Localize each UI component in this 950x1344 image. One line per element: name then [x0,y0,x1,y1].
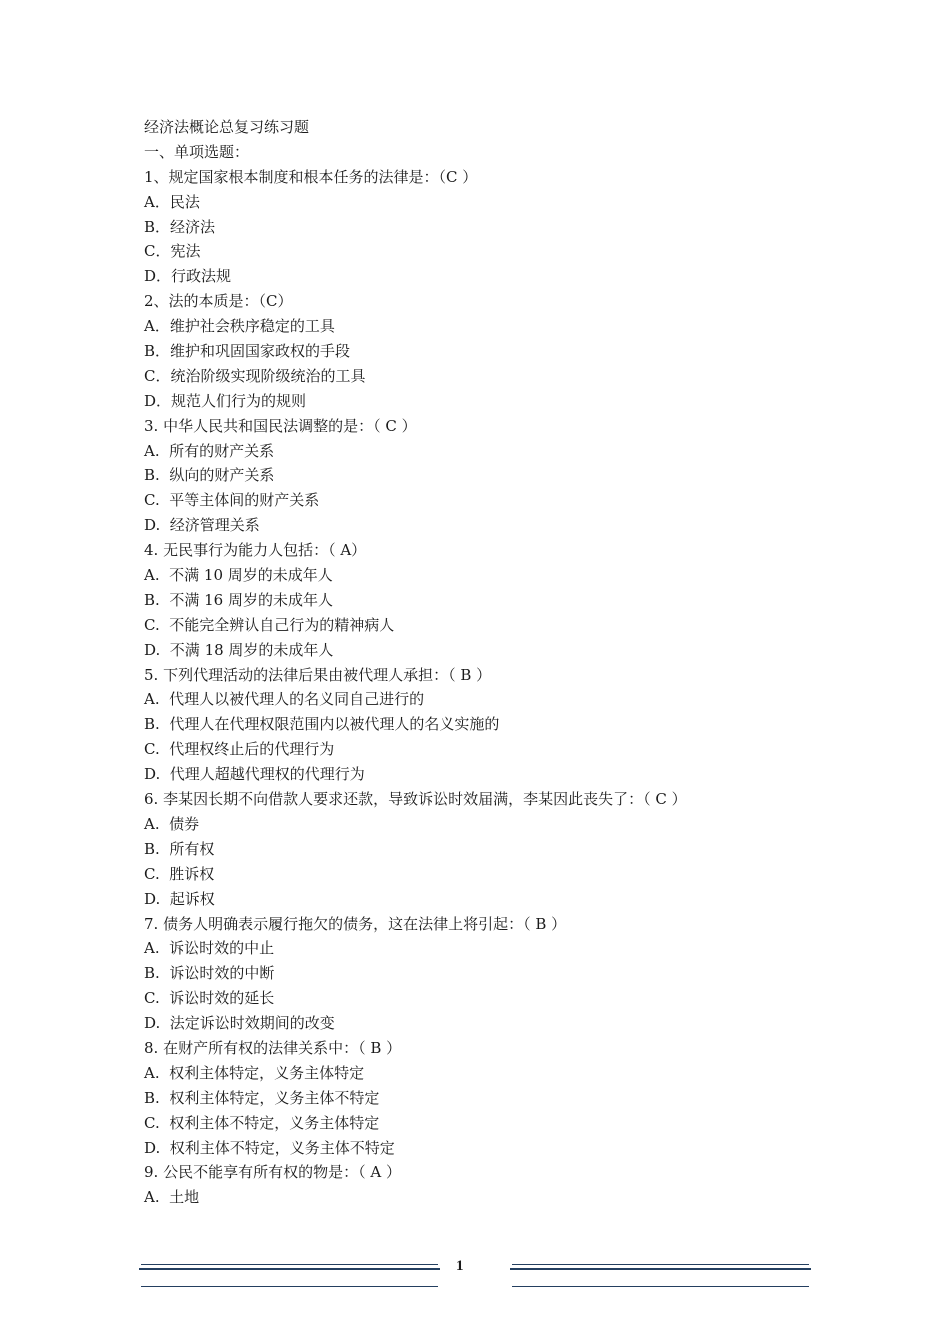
question-line: 5. 下列代理活动的法律后果由被代理人承担：（ B ） [144,665,492,684]
option-line: B. 诉讼时效的中断 [144,964,275,983]
question-line: 1、规定国家根本制度和根本任务的法律是：（C ） [144,167,478,186]
question-line: 4. 无民事行为能力人包括：（ A） [144,541,367,560]
option-line: D. 权利主体不特定，义务主体不特定 [144,1138,395,1157]
option-line: B. 所有权 [144,839,215,858]
question-list [144,165,834,1210]
option-line: B. 代理人在代理权限范围内以被代理人的名义实施的 [144,715,500,734]
option-line: C．宪法 [144,242,201,261]
option-line: B. 不满 16 周岁的未成年人 [144,590,333,609]
footer-rule-right-middle [510,1268,811,1270]
option-line: A. 权利主体特定，义务主体特定 [144,1063,365,1082]
page-number: 1 [456,1258,464,1274]
footer-rule-left-top [141,1264,438,1265]
document-body [144,115,834,1210]
option-line: A．维护社会秩序稳定的工具 [144,317,335,336]
option-line: D. 不满 18 周岁的未成年人 [144,640,334,659]
option-line: A. 债券 [144,814,200,833]
page-footer [0,1256,950,1296]
question-line: 7. 债务人明确表示履行拖欠的债务，这在法律上将引起：（ B ） [144,914,567,933]
question-line: 9. 公民不能享有所有权的物是：（ A ） [144,1163,401,1182]
option-line: A. 代理人以被代理人的名义同自己进行的 [144,690,425,709]
option-line: A. 所有的财产关系 [144,441,275,460]
option-line: C. 权利主体不特定，义务主体特定 [144,1113,380,1132]
question-line: 2、法的本质是：（C） [144,292,293,311]
option-line: D．行政法规 [144,267,232,286]
option-line: D．规范人们行为的规则 [144,391,307,410]
option-line: C．统治阶级实现阶级统治的工具 [144,366,366,385]
footer-rule-left-bottom [141,1286,438,1287]
option-line: C. 不能完全辨认自己行为的精神病人 [144,615,395,634]
question-line: 8. 在财产所有权的法律关系中：（ B ） [144,1038,402,1057]
option-line: B．维护和巩固国家政权的手段 [144,342,351,361]
option-line: C. 诉讼时效的延长 [144,989,275,1008]
option-line: C. 平等主体间的财产关系 [144,491,320,510]
option-line: A．民法 [144,192,200,211]
footer-rule-right-top [512,1264,809,1265]
option-line: D. 代理人超越代理权的代理行为 [144,765,365,784]
option-line: A. 诉讼时效的中止 [144,939,275,958]
option-line: A. 不满 10 周岁的未成年人 [144,566,333,585]
footer-rule-left-middle [139,1268,440,1270]
document-title: 经济法概论总复习练习题 [144,118,310,136]
option-line: D. 经济管理关系 [144,516,260,535]
option-line: B. 纵向的财产关系 [144,466,275,485]
option-line: B．经济法 [144,217,216,236]
option-line: D. 起诉权 [144,889,215,908]
option-line: D. 法定诉讼时效期间的改变 [144,1014,335,1033]
option-line: A. 土地 [144,1188,200,1207]
option-line: C. 代理权终止后的代理行为 [144,740,335,759]
section-heading: 一、单项选题： [144,142,250,161]
footer-rule-right-bottom [512,1286,809,1287]
question-line: 3. 中华人民共和国民法调整的是：（ C ） [144,416,417,435]
question-line: 6. 李某因长期不向借款人要求还款，导致诉讼时效届满，李某因此丧失了：（ C ） [144,790,687,809]
option-line: B. 权利主体特定，义务主体不特定 [144,1088,380,1107]
option-line: C. 胜诉权 [144,864,215,883]
